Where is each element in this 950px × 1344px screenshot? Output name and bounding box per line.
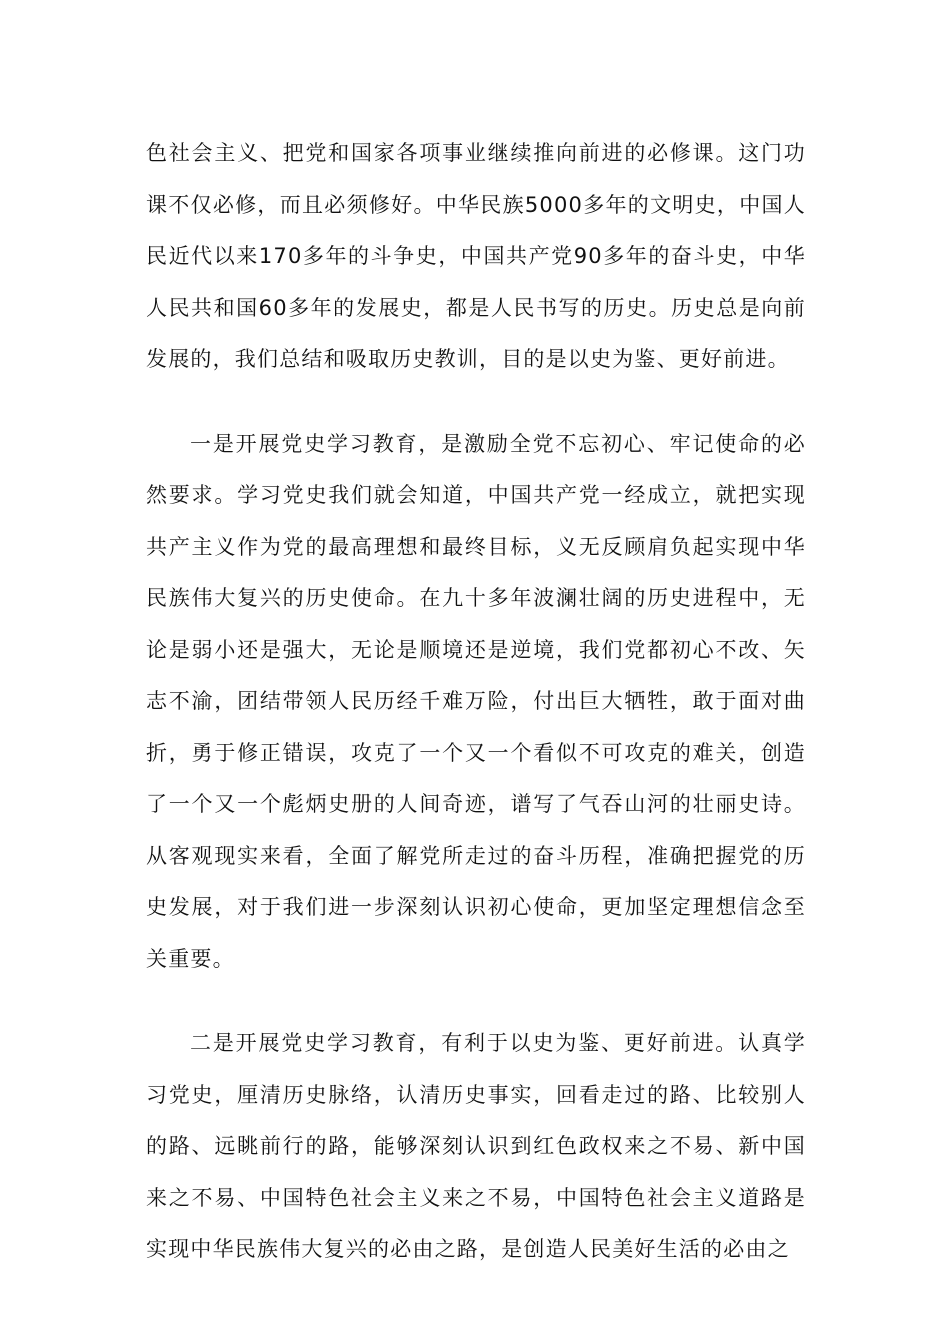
- paragraph-point-one: 一是开展党史学习教育，是激励全党不忘初心、牢记使命的必然要求。学习党史我们就会知道，中国共产党一经成立，就把实现共产主义作为党的最高理想和最终目标，义无反顾肩负起实现中华民族伟大复兴的历史使命。在九十多年波澜壮阔的历史进程中，无论是弱小还是强大，无论是顺境还是逆境，我们党都初心不改、矢志不渝，团结带领人民历经千难万险，付出巨大牺牲，敢于面对曲折，勇于修正错误，攻克了一个又一个看似不可攻克的难关，创造了一个又一个彪炳史册的人间奇迹，谱写了气吞山河的壮丽史诗。从客观现实来看，全面了解党所走过的奋斗历程，准确把握党的历史发展，对于我们进一步深刻认识初心使命，更加坚定理想信念至关重要。: [146, 431, 806, 971]
- paragraph-point-two: 二是开展党史学习教育，有利于以史为鉴、更好前进。认真学习党史，厘清历史脉络，认清历史事实，回看走过的路、比较别人的路、远眺前行的路，能够深刻认识到红色政权来之不易、新中国来之不易、中国特色社会主义来之不易，中国特色社会主义道路是实现中华民族伟大复兴的必由之路，是创造人民美好生活的必由之: [146, 1031, 806, 1261]
- paragraph-continuation: 色社会主义、把党和国家各项事业继续推向前进的必修课。这门功课不仅必修，而且必须修好。中华民族5000多年的文明史，中国人民近代以来170多年的斗争史，中国共产党90多年的奋斗史，中华人民共和国60多年的发展史，都是人民书写的历史。历史总是向前发展的，我们总结和吸取历史教训，目的是以史为鉴、更好前进。: [146, 141, 806, 371]
- document-body: [146, 128, 806, 1276]
